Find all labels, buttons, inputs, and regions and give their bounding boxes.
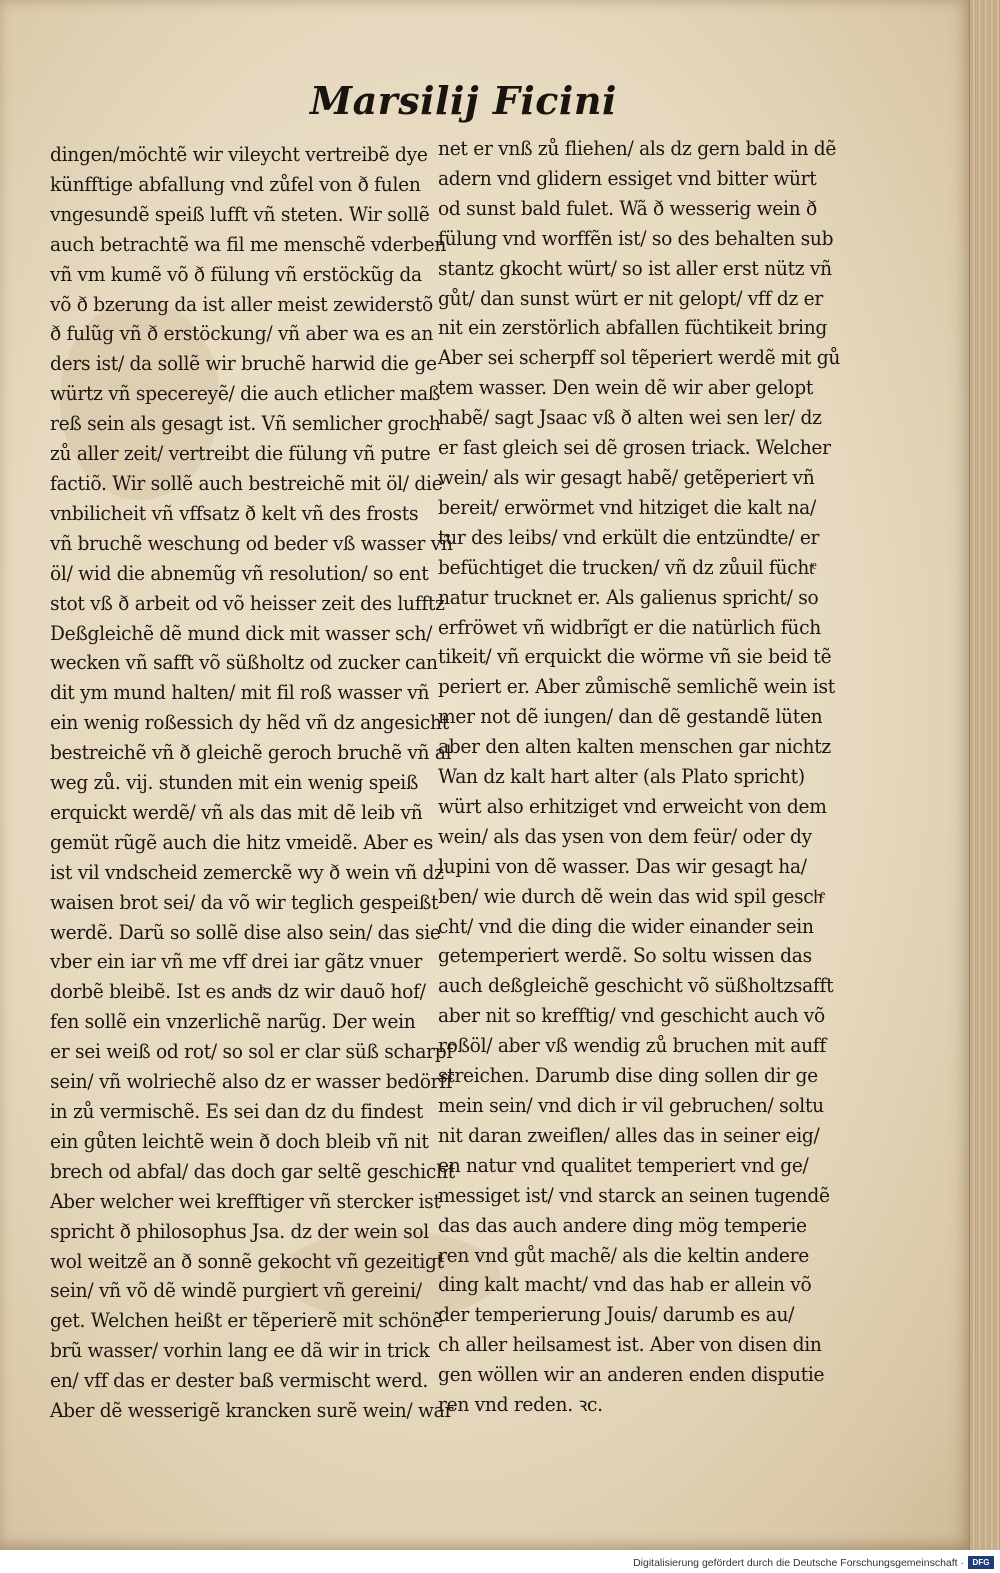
text-line: vnbilicheit vñ vffsatz ð kelt vñ des frosts [50,501,419,525]
text-line: öl/ wid die abnemũg vñ resolution/ so ent [50,561,429,585]
text-line: fen sollẽ ein vnzerlichẽ narũg. Der wein [50,1010,416,1034]
text-line: ein gůten leichtẽ wein ð doch bleib vñ nit [50,1129,429,1153]
text-line: nit daran zweiflen/ alles das in seiner eig/ [438,1123,820,1147]
text-line: spricht ð philosophus Jsa. dz der wein sol [50,1219,429,1243]
text-line: lupini von dẽ wasser. Das wir gesagt ha/ [438,854,807,878]
text-line: der temperierung Jouis/ darumb es au/ [438,1303,795,1327]
text-line: ders ist/ da sollẽ wir bruchẽ harwid die ge [50,352,437,376]
text-line: nit ein zerstörlich abfallen füchtikeit bring [438,316,828,340]
text-line: gen wöllen wir an anderen enden disputie [438,1363,825,1387]
text-line: en natur vnd qualitet temperiert vnd ge/ [438,1153,809,1177]
text-line: auch betrachtẽ wa fil me menschẽ vderben [50,232,447,256]
text-line: auch deßgleichẽ geschicht võ süßholtzsafft [438,974,834,998]
text-line: wein/ als das ysen von dem feür/ oder dy [438,824,812,848]
text-line: stot vß ð arbeit od võ heisser zeit des lufftz [50,591,445,615]
text-line: net er vnß zů fliehen/ als dz gern bald in dẽ [438,137,837,160]
text-line: fülung vnd worffẽn ist/ so des behalten sub [438,226,834,250]
text-line: bestreichẽ vñ ð gleichẽ geroch bruchẽ vñ al [50,741,452,765]
text-line: tem wasser. Den wein dẽ wir aber gelopt [438,376,814,400]
text-line: en/ vff das er dester baß vermischt werd. [50,1369,428,1393]
page-edge-stack [969,0,1000,1550]
text-line: ben/ wie durch dẽ wein das wid spil geschͤ [438,884,823,908]
text-line: ð fulũg vñ ð erstöckung/ vñ aber wa es an [50,322,434,346]
text-line: dingen/möchtẽ wir vileycht vertreibẽ dye [50,143,428,166]
text-line: brech od abfal/ das doch gar seltẽ geschicht [50,1159,455,1183]
text-line: erquickt werdẽ/ vñ als das mit dẽ leib vñ [50,800,423,824]
footer-bar [0,1550,1000,1573]
text-line: bereit/ erwörmet vnd hitziget die kalt na/ [438,495,816,519]
text-line: get. Welchen heißt er tẽperierẽ mit schönẽ [50,1309,443,1333]
text-line: tur des leibs/ vnd erkült die entzündte/ er [438,525,820,549]
text-line: factiõ. Wir sollẽ auch bestreichẽ mit öl/ die [50,471,443,495]
text-line: aber nit so krefftig/ vnd geschicht auch võ [438,1004,825,1028]
text-line: getemperiert werdẽ. So soltu wissen das [438,944,812,968]
text-line: brũ wasser/ vorhin lang ee dã wir in trick [50,1339,430,1363]
text-line: erfröwet vñ widbrĩgt er die natürlich füch [438,615,821,639]
text-line: befüchtiget die trucken/ vñ dz zůuil füchtͤ [438,555,814,579]
text-column-left [50,140,455,1426]
text-line: mer not dẽ iungen/ dan dẽ gestandẽ lüten [438,705,823,729]
text-line: wecken vñ safft võ süßholtz od zucker can [50,651,438,675]
text-line: ch aller heilsamest ist. Aber von disen din [438,1333,822,1357]
text-line: vñ vm kumẽ võ ð fülung vñ erstöckũg da [50,262,422,286]
text-line: natur trucknet er. Als galienus spricht/ so [438,585,819,609]
text-line: er sei weiß od rot/ so sol er clar süß scharpf [50,1040,453,1064]
text-line: werdẽ. Darũ so sollẽ dise also sein/ das sie [50,920,441,944]
text-line: dit ym mund halten/ mit fil roß wasser vñ [50,681,430,705]
text-line: ist vil vndscheid zemerckẽ wy ð wein vñ dz [50,860,444,884]
text-line: mein sein/ vnd dich ir vil gebruchen/ soltu [438,1094,824,1117]
text-line: periert er. Aber zůmischẽ semlichẽ wein ist [438,675,835,699]
text-line: Wan dz kalt hart alter (als Plato spricht) [438,765,805,789]
text-line: messiget ist/ vnd starck an seinen tugendẽ [438,1183,830,1207]
text-line: ein wenig roßessich dy hẽd vñ dz angesicht [50,711,449,735]
text-line: sein/ vñ wolriechẽ also dz er wasser bedörff [50,1070,453,1094]
text-line: zů aller zeit/ vertreibt die fülung vñ putre [50,442,431,466]
text-line: Aber dẽ wesserigẽ krancken surẽ wein/ war [50,1399,454,1423]
text-line: ren vnd reden. ꝛc. [438,1393,603,1417]
text-line: od sunst bald fulet. Wã ð wesserig wein ð [438,196,817,220]
text-line: wein/ als wir gesagt habẽ/ getẽperiert vñ [438,465,815,489]
text-line: gemüt rũgẽ auch die hitz vmeidẽ. Aber es [50,830,434,854]
text-line: ren vnd gůt machẽ/ als die keltin andere [438,1243,809,1267]
text-line: tikeit/ vñ erquickt die wörme vñ sie beid tẽ [438,645,832,669]
text-line: wol weitzẽ an ð sonnẽ gekocht vñ gezeitigt [50,1249,444,1273]
funding-credit: Digitalisierung gefördert durch die Deutsche Forschungsgemeinschaft · [633,1557,964,1569]
running-head: Marsilij Ficini [310,78,617,123]
text-line: võ ð bzerung da ist aller meist zewiderstõ [50,292,433,316]
text-line: ding kalt macht/ vnd das hab er allein võ [438,1273,812,1297]
text-line: vngesundẽ speiß lufft vñ steten. Wir sollẽ [50,202,430,226]
text-line: reß sein als gesagt ist. Vñ semlicher groch [50,412,441,436]
text-line: in zů vermischẽ. Es sei dan dz du findest [50,1100,424,1123]
text-line: sein/ vñ võ dẽ windẽ purgiert vñ gereini/ [50,1279,422,1303]
text-line: vber ein iar vñ me vff drei iar gãtz vnuer [50,950,423,974]
text-line: stantz gkocht würt/ so ist aller erst nütz vñ [438,256,832,280]
dfg-logo: DFG [968,1556,994,1569]
text-line: Aber welcher wei krefftiger vñ stercker ist [50,1189,441,1213]
text-line: würtz vñ specereyẽ/ die auch etlicher maß [50,382,441,406]
text-line: adern vnd glidern essiget vnd bitter würt [438,166,817,190]
text-line: künfftige abfallung vnd zůfel von ð fulen [50,172,421,196]
text-line: er fast gleich sei dẽ grosen triack. Welcher [438,436,831,460]
text-line: gůt/ dan sunst würt er nit gelopt/ vff dz er [438,286,823,310]
text-line: würt also erhitziget vnd erweicht von dem [438,794,827,818]
text-line: dorbẽ bleibẽ. Ist es andͤs dz wir dauõ hof/ [50,980,426,1004]
text-line: streichen. Darumb dise ding sollen dir ge [438,1064,818,1088]
text-line: Aber sei scherpff sol tẽperiert werdẽ mit gů [438,346,841,370]
text-line: cht/ vnd die ding die wider einander sein [438,914,814,938]
text-line: roßöl/ aber vß wendig zů bruchen mit auff [438,1034,826,1058]
text-column-right [438,134,841,1420]
text-line: Deßgleichẽ dẽ mund dick mit wasser sch/ [50,621,433,645]
text-line: habẽ/ sagt Jsaac vß ð alten wei sen ler/ dz [438,406,822,430]
text-line: aber den alten kalten menschen gar nichtz [438,735,831,759]
text-line: vñ bruchẽ weschung od beder vß wasser vñ [50,531,453,555]
text-line: waisen brot sei/ da võ wir teglich gespeißt [50,890,439,914]
text-line: weg zů. vij. stunden mit ein wenig speiß [50,771,419,795]
text-line: das das auch andere ding mög temperie [438,1213,807,1237]
